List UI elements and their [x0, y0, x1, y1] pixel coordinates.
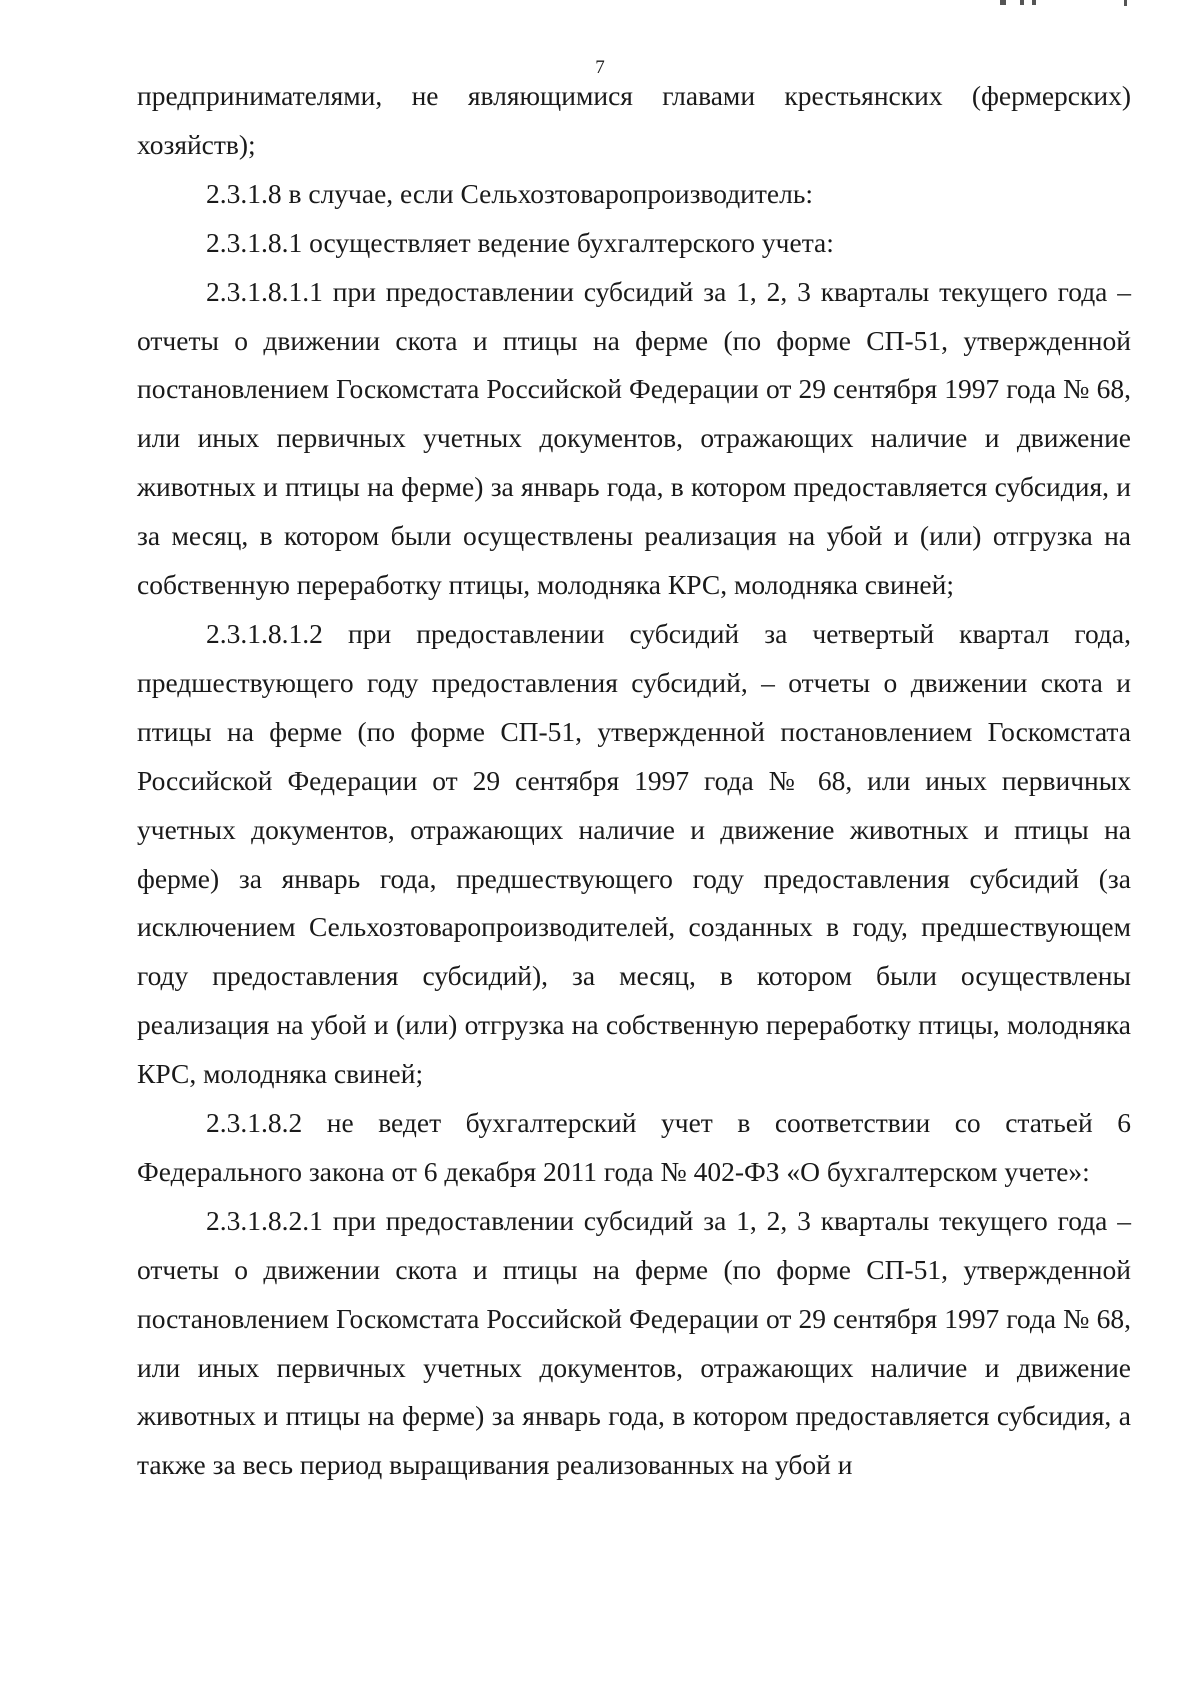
paragraph-2-3-1-8-2: 2.3.1.8.2 не ведет бухгалтерский учет в соответствии со статьей 6 Федерального закона от 6 декабря 2011 года № 402-ФЗ «О бухгалтерском учете»: — [137, 1107, 1131, 1187]
paragraph-2-3-1-8-2-1: 2.3.1.8.2.1 при предоставлении субсидий за 1, 2, 3 кварталы текущего года – отчеты о движении скота и птицы на ферме (по форме СП-51, утвержденной постановлением Госкомстата Российской Федерации от 29 сентября 1997 года № 68, или иных первичных учетных документов, отражающих наличие и движение животных и птицы на ферме) за январь года, в котором предоставляется субсидия, а также за весь период выращивания реализованных на убой и — [137, 1204, 1131, 1481]
paragraph-continuation: предпринимателями, не являющимися главами крестьянских (фермерских) хозяйств); — [137, 80, 1131, 160]
scan-corner-marks — [1000, 0, 1130, 6]
paragraph-2-3-1-8-1-2: 2.3.1.8.1.2 при предоставлении субсидий за четвертый квартал года, предшествующего году предоставления субсидий, – отчеты о движении скота и птицы на ферме (по форме СП-51, утвержденной постановлением Госкомстата Российской Федерации от 29 сентября 1997 года № 68, или иных первичных учетных документов, отражающих наличие и движение животных и птицы на ферме) за январь года, предшествующего году предоставления субсидий (за исключением Сельхозтоваропроизводителей, созданных в году, предшествующем году предоставления субсидий), за месяц, в котором были осуществлены реализация на убой и (или) отгрузка на собственную переработку птицы, молодняка КРС, молодняка свиней; — [137, 617, 1131, 1090]
document-body — [137, 72, 1131, 1490]
paragraph-2-3-1-8-1: 2.3.1.8.1 осуществляет ведение бухгалтерского учета: — [206, 226, 834, 258]
paragraph-2-3-1-8: 2.3.1.8 в случае, если Сельхозтоваропроизводитель: — [206, 177, 814, 209]
paragraph-2-3-1-8-1-1: 2.3.1.8.1.1 при предоставлении субсидий за 1, 2, 3 кварталы текущего года – отчеты о движении скота и птицы на ферме (по форме СП-51, утвержденной постановлением Госкомстата Российской Федерации от 29 сентября 1997 года № 68, или иных первичных учетных документов, отражающих наличие и движение животных и птицы на ферме) за январь года, в котором предоставляется субсидия, и за месяц, в котором были осуществлены реализация на убой и (или) отгрузка на собственную переработку птицы, молодняка КРС, молодняка свиней; — [137, 275, 1131, 601]
page-number: 7 — [595, 57, 605, 78]
